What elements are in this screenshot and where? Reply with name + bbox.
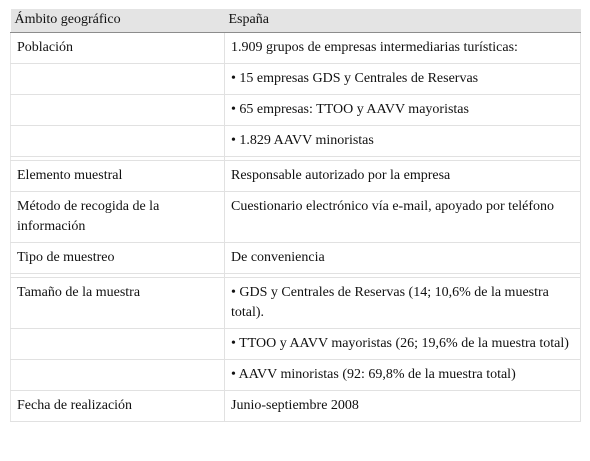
row-value: • GDS y Centrales de Reservas (14; 10,6% de la muestra total). (225, 278, 581, 329)
table-row (11, 161, 581, 192)
row-value: • TTOO y AAVV mayoristas (26; 19,6% de la muestra total) (225, 329, 581, 360)
row-value: • 65 empresas: TTOO y AAVV mayoristas (225, 95, 581, 126)
header-cell-scope: Ámbito geográfico (11, 9, 225, 33)
table-row (11, 95, 581, 126)
row-label: Fecha de realización (11, 391, 225, 422)
table-row (11, 192, 581, 243)
header-row (11, 9, 581, 33)
row-value: Junio-septiembre 2008 (225, 391, 581, 422)
table-row (11, 391, 581, 422)
row-label (11, 64, 225, 95)
row-value: Cuestionario electrónico vía e-mail, apoyado por teléfono (225, 192, 581, 243)
row-label: Método de recogida de la información (11, 192, 225, 243)
row-label: Tamaño de la muestra (11, 278, 225, 329)
row-value: • 1.829 AAVV minoristas (225, 126, 581, 157)
study-datasheet-table (10, 9, 581, 422)
row-value: 1.909 grupos de empresas intermediarias turísticas: (225, 33, 581, 64)
table-row (11, 278, 581, 329)
row-label: Población (11, 33, 225, 64)
row-label: Elemento muestral (11, 161, 225, 192)
row-label (11, 126, 225, 157)
row-value: • AAVV minoristas (92: 69,8% de la muestra total) (225, 360, 581, 391)
table-header (11, 9, 581, 33)
row-value: • 15 empresas GDS y Centrales de Reservas (225, 64, 581, 95)
header-cell-country: España (225, 9, 581, 33)
row-value: Responsable autorizado por la empresa (225, 161, 581, 192)
table-row (11, 243, 581, 274)
table-row (11, 64, 581, 95)
row-label (11, 329, 225, 360)
table-row (11, 329, 581, 360)
row-label (11, 360, 225, 391)
row-label: Tipo de muestreo (11, 243, 225, 274)
table-row (11, 360, 581, 391)
row-label (11, 95, 225, 126)
table-row (11, 126, 581, 157)
row-value: De conveniencia (225, 243, 581, 274)
table-body (11, 33, 581, 422)
table-row (11, 33, 581, 64)
